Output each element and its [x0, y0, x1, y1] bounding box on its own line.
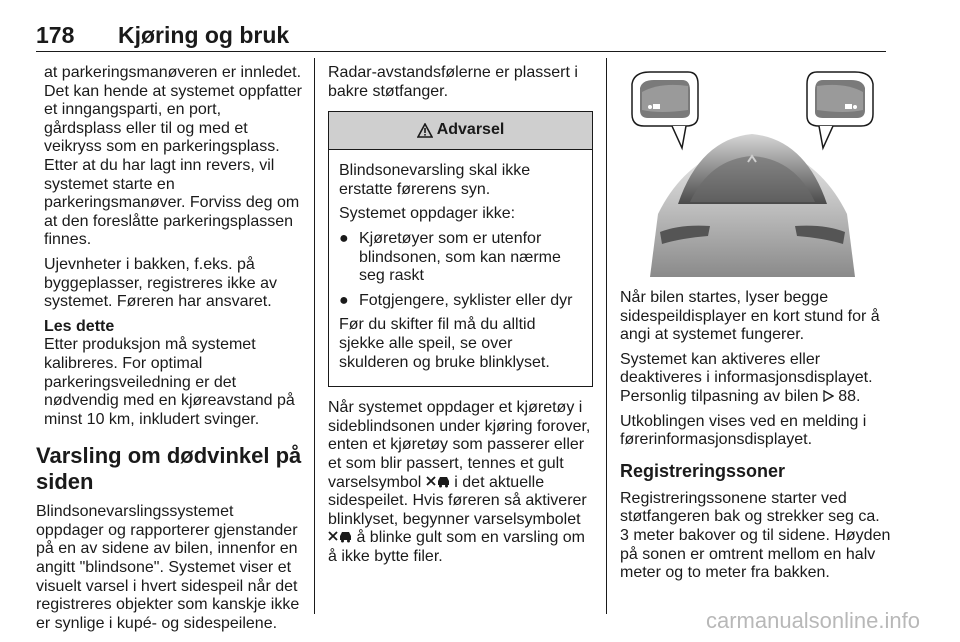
- warning-header: [329, 112, 592, 150]
- text-run: 3 meter bakover og til sidene. Høyden på sonen er omtrent mellom en halv meter og to meter fra bakken.: [620, 526, 891, 582]
- car-rear-illustration: [620, 64, 885, 277]
- paragraph: Blindsonevarslingssystemet oppdager og rapporterer gjenstander på en av sidene av bilen, innenfor en angitt "blindsone". Systemet viser et visuelt varsel i hvert sidespeil når det registreres objekter som kanskje ikke er synlige i kupé- og sidespeilene.: [36, 503, 300, 632]
- watermark: carmanualsonline.info: [705, 608, 920, 633]
- column-2: [328, 64, 593, 572]
- car-illustration-graphic: [620, 64, 885, 277]
- warning-body: [329, 150, 592, 386]
- warning-text: Blindsonevarsling skal ikke erstatte førerens syn.: [339, 162, 531, 198]
- section-heading: Varsling om dødvinkel på siden: [36, 443, 302, 495]
- list-item: [339, 292, 582, 311]
- page-number: 178: [36, 22, 75, 48]
- paragraph: Radar-avstandsfølerne er plassert i bakre støtfanger.: [328, 64, 578, 100]
- chapter-title: Kjøring og bruk: [118, 22, 290, 48]
- page-reference[interactable]: 88.: [838, 387, 861, 405]
- paragraph: Utkoblingen vises ved en melding i førerinformasjonsdisplayet.: [620, 412, 867, 449]
- column-divider: [314, 58, 315, 614]
- note-title: Les dette: [44, 317, 115, 335]
- note-text: Etter produksjon må systemet kalibreres. For optimal parkeringsveiledning er det nødvendig med en kjøreavstand på minst 10 km, inkludert svinger.: [44, 336, 295, 428]
- blind-spot-car-icon: [328, 530, 352, 543]
- paragraph: at parkeringsmanøveren er innledet. Det kan hende at systemet oppfatter et inngangsparti, en port, gårdsplass eller til og med et veikryss som en parkeringsplass. Etter at du har lagt inn revers, vil systemet starte en parkeringsmanøver. Forviss deg om at den foreslåtte parkeringsplassen finnes.: [44, 64, 302, 249]
- paragraph: [328, 399, 593, 566]
- text-run: Når systemet oppdager et kjøretøy i sideblindsonen under kjøring forover, enten et kjøretøy som passerer eller et som blir passert, tennes et gult varselsymbol: [328, 399, 591, 491]
- warning-box: [328, 111, 593, 387]
- blind-spot-car-icon: [426, 475, 450, 488]
- paragraph: Når bilen startes, lyser begge sidespeildisplayer en kort stund for å angi at systemet fungerer.: [620, 289, 880, 344]
- list-item: [339, 230, 582, 286]
- paragraph: [620, 351, 892, 407]
- text-run: Systemet kan aktiveres eller deaktiveres i informasjonsdisplayet.: [620, 350, 873, 387]
- paragraph: [620, 490, 892, 583]
- list-item-text: Fotgjengere, syklister eller dyr: [359, 291, 573, 309]
- text-run: Registreringssonene starter ved støtfangeren bak og strekker seg ca.: [620, 489, 880, 526]
- list-item-text: Kjøretøyer som er utenfor blindsonen, som kan nærme seg raskt: [359, 229, 561, 285]
- column-3: [620, 64, 892, 589]
- warning-text: Systemet oppdager ikke:: [339, 205, 516, 223]
- warning-title: Advarsel: [436, 121, 505, 139]
- page-header: [36, 20, 886, 52]
- text-run: å blinke gult som en varsling om å ikke bytte filer.: [328, 529, 586, 565]
- warning-text: Før du skifter fil må du alltid sjekke alle speil, se over skulderen og bruke blinklyset.: [339, 316, 550, 371]
- bullet-icon: ●: [339, 291, 349, 309]
- bullet-icon: ●: [339, 229, 349, 247]
- text-run: i det aktuelle sidespeilet. Hvis føreren så aktiverer blinklyset, begynner varselsymbolet: [328, 473, 587, 528]
- column-divider: [606, 58, 607, 614]
- note: [36, 318, 302, 430]
- warning-triangle-icon: [417, 123, 433, 138]
- section-heading: Registreringssoner: [620, 460, 786, 481]
- column-1: [36, 64, 302, 639]
- page-reference-triangle-icon: [823, 390, 834, 402]
- paragraph: Ujevnheter i bakken, f.eks. på byggeplasser, registreres ikke av systemet. Føreren har ansvaret.: [44, 255, 277, 311]
- text-run: Personlig tilpasning av bilen: [620, 387, 819, 405]
